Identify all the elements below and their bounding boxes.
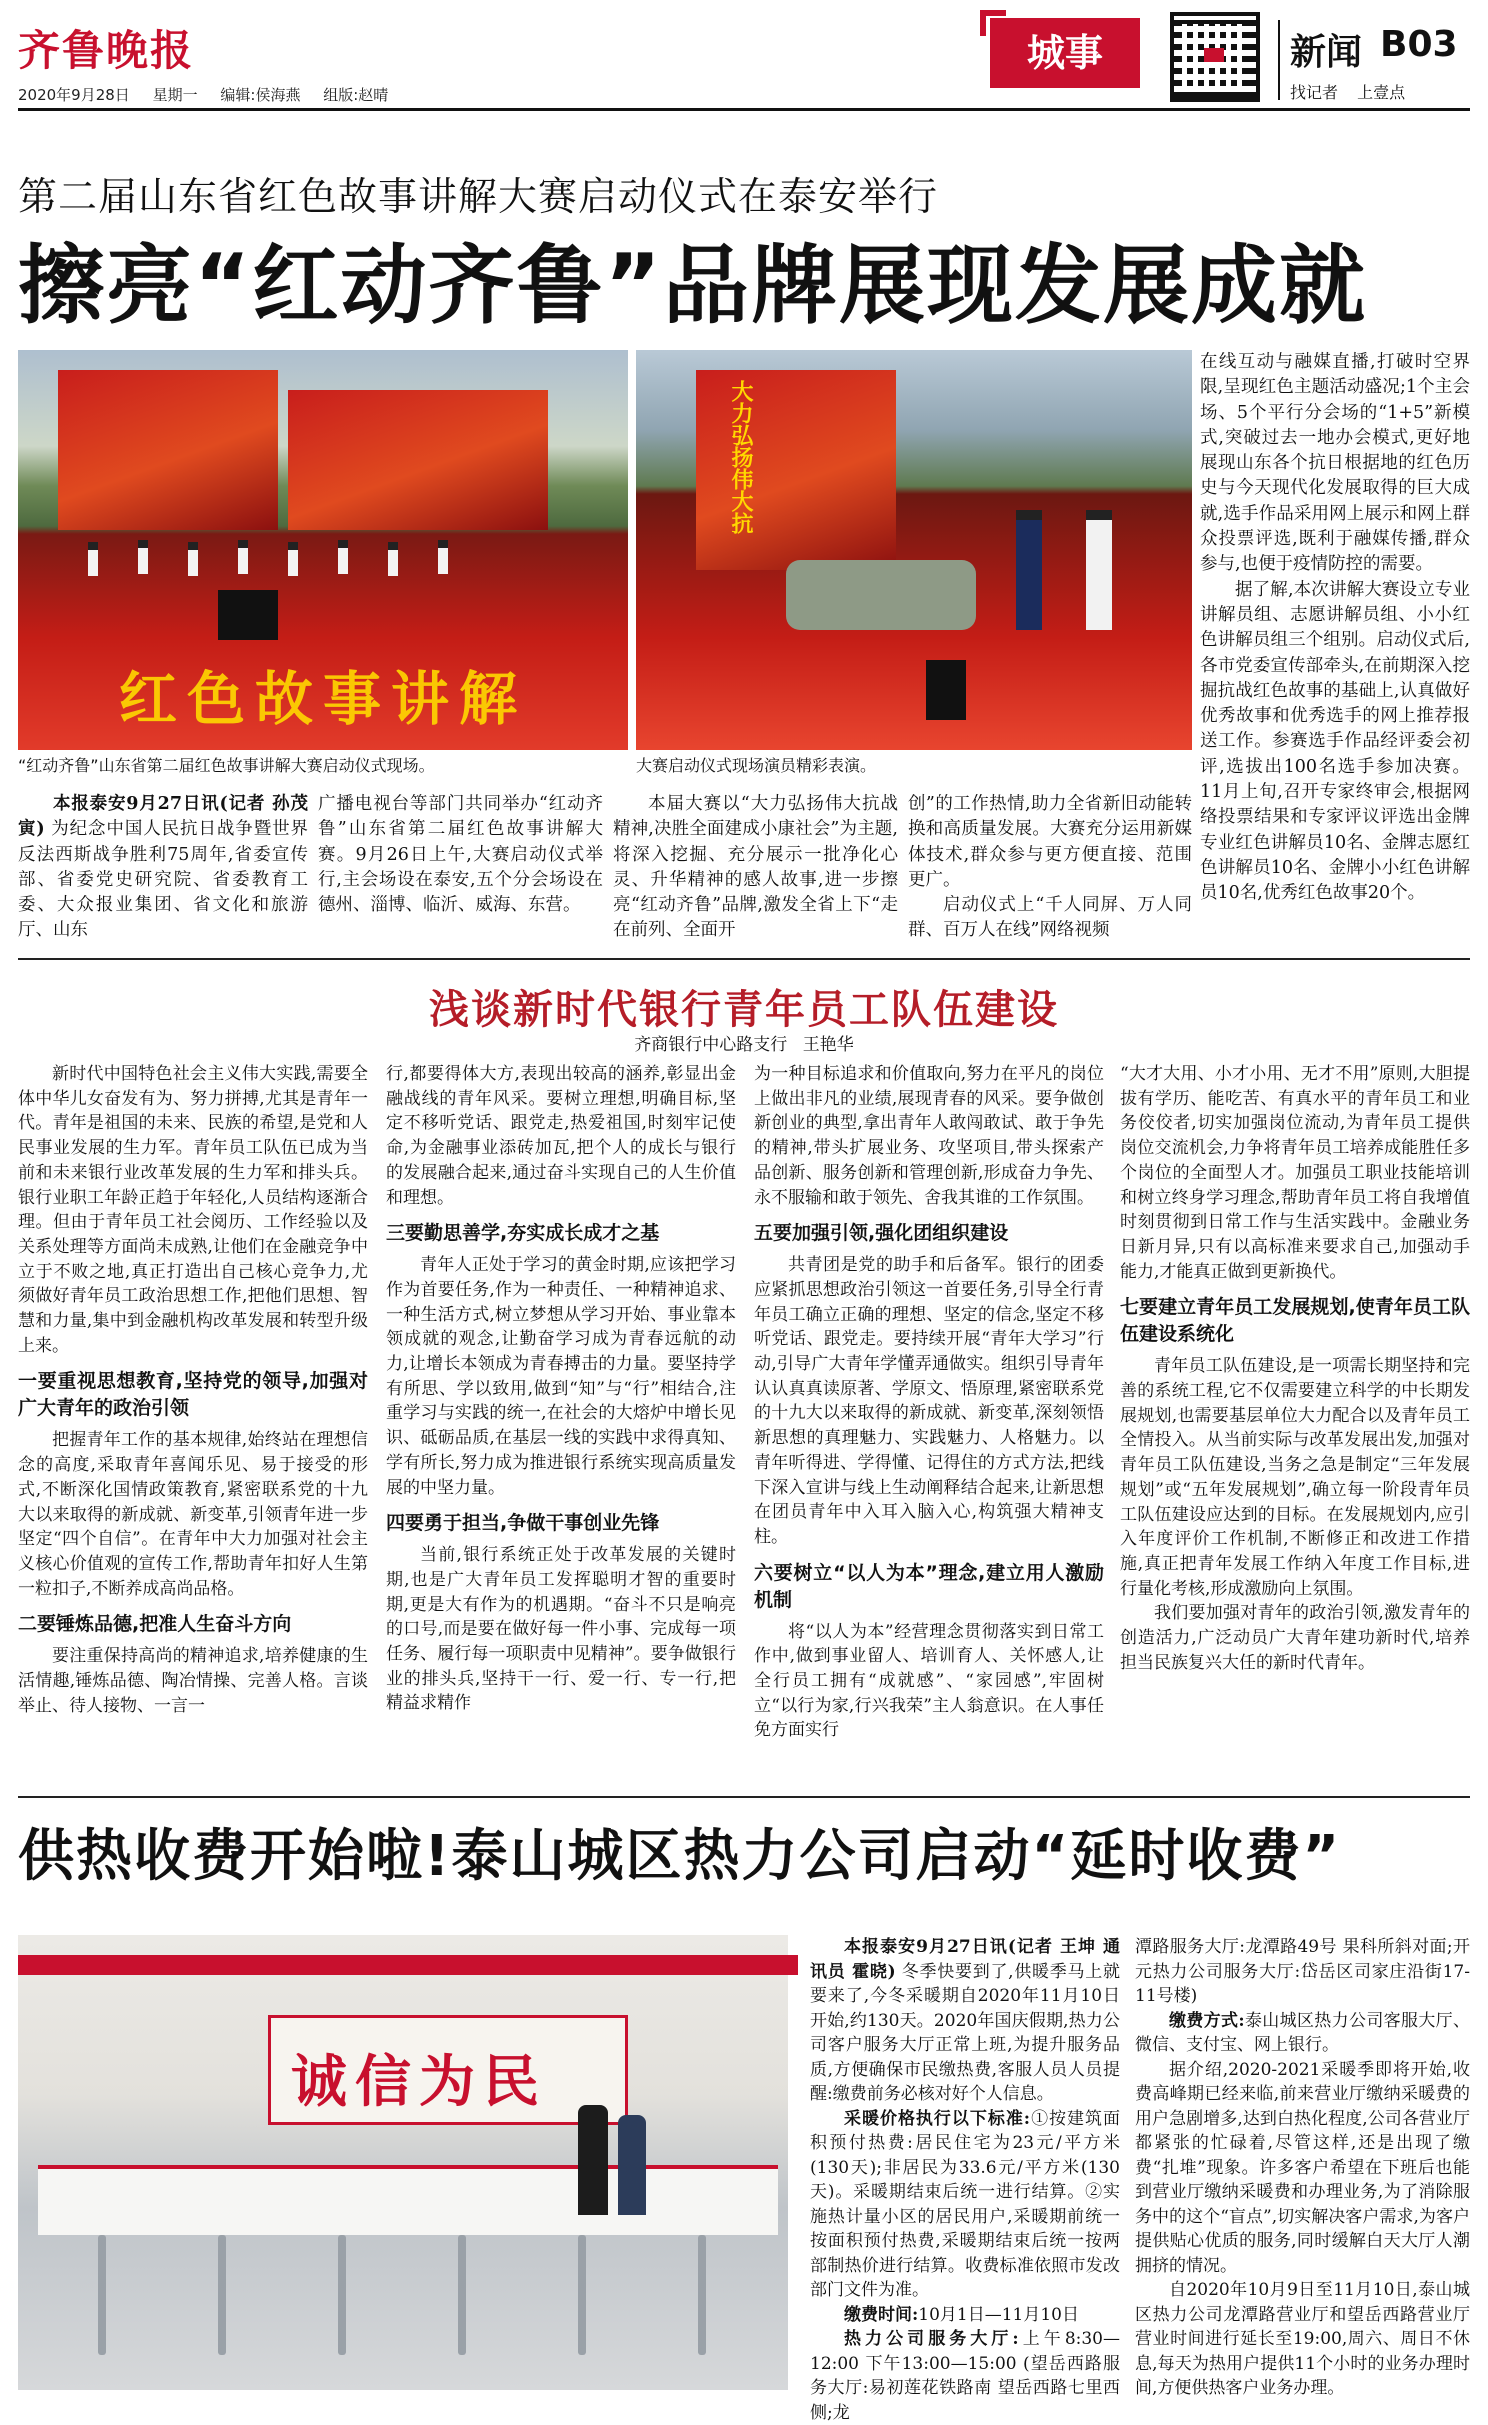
article2-subhead: 五要加强引领,强化团组织建设 [754, 1222, 1009, 1245]
article2-subhead: 二要锤炼品德,把准人生奋斗方向 [18, 1613, 292, 1636]
article2-col2 [386, 1062, 736, 1716]
article3-lead: 本报泰安9月27日讯(记者 王坤 通讯员 霍晓) [810, 1937, 1120, 1982]
article2-text: 行,都要得体大方,表现出较高的涵养,彰显出金融战线的青年风采。要树立理想,明确目标,坚定不移听党话、跟党走,热爱祖国,时刻牢记使命,为金融事业添砖加瓦,把个人的成长与银行的发展融合起来,通过奋斗实现自己的人生价值和理想。 [386, 1064, 736, 1208]
article2-col3 [754, 1062, 1104, 1743]
stage-guest [338, 540, 348, 574]
ceremony-photo [18, 350, 628, 750]
article1-text: 为纪念中国人民抗日战争暨世界反法西斯战争胜利75周年,省委宣传部、省委党史研究院、省委教育工委、大众报业集团、省文化和旅游厅、山东 [18, 819, 309, 941]
stage-screen-right [288, 390, 548, 530]
service-hall-photo [18, 1935, 788, 2390]
stage-guest [288, 542, 298, 576]
customer-figure [578, 2105, 608, 2215]
article2-text: 青年员工队伍建设,是一项需长期坚持和完善的系统工程,它不仅需要建立科学的中长期发展规划,也需要基层单位大力配合以及青年员工全情投入。从当前实际与改革发展出发,加强对青年员工队伍建设,当务之急是制定“三年发展规划”或“五年发展规划”,确立每一阶段青年员工队伍建设应达到的目标。在发展规划内,应引入年度评价工作机制,不断修正和改进工作措施,真正把青年发展工作纳入年度工作目标,进行量化考核,形成激励向上氛围。 [1120, 1356, 1470, 1599]
issue-weekday: 星期一 [152, 86, 198, 104]
stage-guest [238, 540, 248, 574]
article3-col1 [810, 1935, 1120, 2425]
article2-byline: 齐商银行中心路支行 王艳华 [634, 1035, 854, 1055]
article3-label: 热力公司服务大厅: [844, 2329, 1019, 2349]
article2-text: 青年人正处于学习的黄金时期,应该把学习作为首要任务,作为一种责任、一种精神追求、一种生活方式,树立梦想从学习开始、事业靠本领成就的观念,让勤奋学习成为青春远航的动力,让增长本领成为青春搏击的力量。要坚持学有所思、学以致用,做到“知”与“行”相结合,注重学习与实践的统一,在社会的大熔炉中增长见识、砥砺品质,在基层一线的实践中求得真知、学有所长,努力成为推进银行系统实现高质量发展的中坚力量。 [386, 1255, 736, 1498]
stage-guest [88, 542, 98, 576]
section-tag: 城事 [990, 18, 1140, 88]
article2-subhead: 一要重视思想教育,坚持党的领导,加强对广大青年的政治引领 [18, 1370, 368, 1420]
layout-credit: 组版:赵晴 [323, 86, 389, 104]
article2-subhead: 四要勇于担当,争做干事创业先锋 [386, 1512, 660, 1535]
section-divider [18, 1796, 1470, 1798]
led-ticker [18, 1955, 798, 1975]
photo1-caption: “红动齐鲁”山东省第二届红色故事讲解大赛启动仪式现场。 [18, 756, 435, 775]
article3-label: 采暖价格执行以下标准: [844, 2108, 1031, 2129]
article2-subhead: 七要建立青年员工发展规划,使青年员工队伍建设系统化 [1120, 1296, 1470, 1346]
editor-credit: 编辑:侯海燕 [220, 86, 301, 104]
performers-group [786, 560, 976, 630]
article1-text: 本届大赛以“大力弘扬伟大抗战精神,决胜全面建成小康社会”为主题,将深入挖掘、充分展示一批净化心灵、升华精神的感人故事,进一步擦亮“红动齐鲁”品牌,激发全省上下“走在前列、全面开 [613, 794, 898, 941]
article2-text: 将“以人为本”经营理念贯彻落实到日常工作中,做到事业留人、培训育人、关怀感人,让全行员工拥有“成就感”、“家园感”,牢固树立“以行为家,行兴我荣”主人翁意识。在人事任免方面实行 [754, 1621, 1104, 1741]
qr-logo-icon [1204, 48, 1224, 62]
page-category: 新闻 [1290, 32, 1363, 73]
stage-slogan: 大力弘扬伟大抗 [728, 380, 753, 534]
article3-text: 上午8:30—12:00 下午13:00—15:00 (望岳西路服务大厅:易初莲花铁路南 望岳西路七里西侧;龙 [810, 2329, 1120, 2423]
header-divider [1278, 20, 1280, 100]
article3-text: 泰山城区热力公司客服大厅、微信、支付宝、网上银行。 [1135, 2010, 1470, 2055]
article1-text: 启动仪式上“千人同屏、万人同群、百万人在线”网络视频 [908, 895, 1192, 941]
stage-screen-left [58, 370, 278, 530]
article1-subtitle: 第二届山东省红色故事讲解大赛启动仪式在泰安举行 [18, 175, 939, 220]
article3-text: ①按建筑面积预付热费:居民住宅为23元/平方米(130天);非居民为33.6元/平方米(130天)。采暖期结束后统一进行结算。②实施热计量小区的居民用户,采暖期前统一按面积预付热费,采暖期结束后统一按两部制热价进行结算。收费标准依照市发改部门文件为准。 [810, 2108, 1120, 2300]
article2-col1 [18, 1062, 368, 1718]
article2-text: 为一种目标追求和价值取向,努力在平凡的岗位上做出非凡的业绩,展现青春的风采。要争做创新创业的典型,拿出青年人敢闯敢试、敢于争先的精神,带头扩展业务、攻坚项目,带头探索产品创新、服务创新和管理创新,形成奋力争先、永不服输和敢于领先、舍我其谁的工作氛围。 [754, 1064, 1104, 1208]
article1-headline: 擦亮“红动齐鲁”品牌展现发展成就 [18, 236, 1368, 336]
performance-photo [636, 350, 1192, 750]
hall-wall-sign [268, 2015, 628, 2125]
article2-text: 把握青年工作的基本规律,始终站在理想信念的高度,采取青年喜闻乐见、易于接受的形式,不断深化国情政策教育,紧密联系党的十九大以来取得的新成就、新变革,引领青年进一步坚定“四个自信”。在青年中大力加强对社会主义核心价值观的宣传工作,帮助青年扣好人生第一粒扣子,不断养成高尚品格。 [18, 1430, 368, 1599]
queue-post [578, 2235, 586, 2355]
service-counter [38, 2165, 778, 2235]
article2-headline: 浅谈新时代银行青年员工队伍建设 [429, 987, 1059, 1033]
article3-text: 10月1日—11月10日 [918, 2304, 1079, 2325]
performer [1086, 510, 1112, 630]
article1-text: 在线互动与融媒直播,打破时空界限,呈现红色主题活动盛况;1个主会场、5个平行分会场的“1+5”新模式,突破过去一地办会模式,更好地展现山东各个抗日根据地的红色历史与今天现代化发展取得的巨大成就,选手作品采用网上展示和网上群众投票评选,既利于融媒传播,群众参与,也便于疫情防控的需要。 [1200, 352, 1470, 575]
article1-text: 据了解,本次讲解大赛设立专业讲解员组、志愿讲解员组、小小红色讲解员组三个组别。启动仪式后,各市党委宣传部牵头,在前期深入挖掘抗战红色故事的基础上,认真做好优秀故事和优秀选手的网上推荐报送工作。参赛选手作品经评委会初评,选拔出100名选手参加决赛。11月上旬,召开专家终审会,根据网络投票结果和专家评议评选出金牌专业红色讲解员10名、金牌志愿红色讲解员10名、金牌小小红色讲解员10名,优秀红色故事20个。 [1200, 579, 1470, 904]
queue-post [698, 2235, 706, 2355]
queue-post [338, 2235, 346, 2355]
article1-right-col [1200, 350, 1470, 907]
article2-text: 新时代中国特色社会主义伟大实践,需要全体中华儿女奋发有为、努力拼搏,尤其是青年一代。青年是祖国的未来、民族的希望,是党和人民事业发展的生力军。青年员工队伍已成为当前和未来银行业改革发展的生力军和排头兵。银行业职工年龄正趋于年轻化,人员结构逐渐合理。但由于青年员工社会阅历、工作经验以及关系处理等方面尚未成熟,让他们在金融竞争中立于不败之地,真正打造出自己核心竞争力,尤须做好青年员工政治思想工作,把他们思想、智慧和力量,集中到金融机构改革发展和转型升级上来。 [18, 1064, 368, 1356]
page-number: B03 [1380, 24, 1458, 65]
article2-text: 我们要加强对青年的政治引领,激发青年的创造活力,广泛动员广大青年建功新时代,培养担当民族复兴大任的新时代青年。 [1120, 1603, 1470, 1673]
stage-guest [438, 540, 448, 574]
article1-text: 广播电视台等部门共同举办“红动齐鲁”山东省第二届红色故事讲解大赛。9月26日上午,大赛启动仪式举行,主会场设在泰安,五个分会场设在德州、淄博、临沂、威海、东营。 [318, 794, 603, 916]
stage-banner: 红色故事讲解 [118, 665, 527, 733]
article1-col1 [18, 792, 308, 944]
article1-col2 [318, 792, 603, 918]
photo2-caption: 大赛启动仪式现场演员精彩表演。 [636, 756, 877, 775]
customer-figure [618, 2115, 646, 2215]
header-rule [18, 108, 1470, 111]
hall-slogan: 诚信为民 [291, 2050, 547, 2115]
article3-text: 潭路服务大厅:龙潭路49号 果科所斜对面;开元热力公司服务大厅:岱岳区司家庄沿街17-11号楼) [1135, 1937, 1470, 2006]
stage-guest [138, 540, 148, 574]
article3-col2 [1135, 1935, 1470, 2401]
reporter-hotline: 找记者 上壹点 [1290, 83, 1406, 102]
article3-headline: 供热收费开始啦!泰山城区热力公司启动“延时收费” [18, 1824, 1342, 1889]
article3-text: 冬季快要到了,供暖季马上就要来了,今冬采暖期自2020年11月10日开始,约130天。2020年国庆假期,热力公司客户服务大厅正常上班,为提升服务品质,方便确保市民缴热费,客服人员人员提醒:缴费前务必核对好个人信息。 [810, 1961, 1120, 2104]
article1-lead: 本报泰安9月27日讯(记者 孙茂寅) [18, 794, 308, 840]
stage-guest [188, 542, 198, 576]
stage-speaker [926, 660, 966, 720]
article1-text: 创”的工作热情,助力全省新旧动能转换和高质量发展。大赛充分运用新媒体技术,群众参与更方便直接、范围更广。 [908, 794, 1192, 890]
article3-label: 缴费时间: [844, 2304, 919, 2325]
masthead [0, 0, 1488, 118]
article2-text: 共青团是党的助手和后备军。银行的团委应紧抓思想政治引领这一首要任务,引导全行青年员工确立正确的理想、坚定的信念,坚定不移听党话、跟党走。要持续开展“青年大学习”行动,引导广大青年学懂弄通做实。组织引导青年认认真真读原著、学原文、悟原理,紧密联系党的十九大以来取得的新成就、新变革,深刻领悟新思想的真理魅力、实践魅力、人格魅力。以青年听得进、学得懂、记得住的方式方法,把线下深入宣讲与线上生动阐释结合起来,让新思想在团员青年中入耳入脑入心,构筑强大精神支柱。 [754, 1255, 1104, 1547]
article3-label: 缴费方式: [1169, 2010, 1245, 2031]
issue-date: 2020年9月28日 [18, 86, 130, 104]
newspaper-logo: 齐鲁晚报 [18, 26, 195, 75]
dateline [18, 84, 406, 105]
stage-speaker [218, 590, 278, 640]
article2-subhead: 三要勤思善学,夯实成长成才之基 [386, 1222, 660, 1245]
stage-guest [388, 542, 398, 576]
article3-text: 据介绍,2020-2021采暖季即将开始,收费高峰期已经来临,前来营业厅缴纳采暖费的用户急剧增多,达到白热化程度,公司各营业厅都紧张的忙碌着,尽管这样,还是出现了缴费“扎堆”现象。许多客户希望在下班后也能到营业厅缴纳采暖费和办理业务,为了消除服务中的这个“盲点”,切实解决客户需求,为客户提供贴心优质的服务,同时缓解白天大厅人潮拥挤的情况。 [1135, 2059, 1470, 2276]
article2-col4 [1120, 1062, 1470, 1675]
performer [1016, 510, 1042, 630]
article2-text: 当前,银行系统正处于改革发展的关键时期,也是广大青年员工发挥聪明才智的重要时期,更是大有作为的机遇期。“奋斗不只是响亮的口号,而是要在做好每一件小事、完成每一项任务、履行每一项职责中见精神”。要争做银行业的排头兵,坚持干一行、爱一行、专一行,把精益求精作 [386, 1545, 736, 1714]
article3-text: 自2020年10月9日至11月10日,泰山城区热力公司龙潭路营业厅和望岳西路营业厅营业时间进行延长至19:00,周六、周日不休息,每天为热用户提供11个小时的业务办理时间,方便供热客户业务办理。 [1135, 2280, 1470, 2398]
article2-text: 要注重保持高尚的精神追求,培养健康的生活情趣,锤炼品德、陶冶情操、完善人格。言谈举止、待人接物、一言一 [18, 1646, 368, 1716]
queue-post [458, 2235, 466, 2355]
article1-col4 [908, 792, 1192, 944]
article1-col3 [613, 792, 898, 944]
queue-post [218, 2235, 226, 2355]
queue-post [98, 2235, 106, 2355]
article2-text: “大才大用、小才小用、无才不用”原则,大胆提拔有学历、能吃苦、有真水平的青年员工和业务佼佼者,切实加强岗位流动,为青年员工提供岗位交流机会,力争将青年员工培养成能胜任多个岗位的全面型人才。加强员工职业技能培训和树立终身学习理念,帮助青年员工将自我增值时刻贯彻到日常工作与生活实践中。金融业务日新月异,只有以高标准来要求自己,加强动手能力,才能真正做到更新换代。 [1120, 1064, 1470, 1282]
article2-subhead: 六要树立“以人为本”理念,建立用人激励机制 [754, 1561, 1104, 1611]
section-divider [18, 958, 1470, 960]
